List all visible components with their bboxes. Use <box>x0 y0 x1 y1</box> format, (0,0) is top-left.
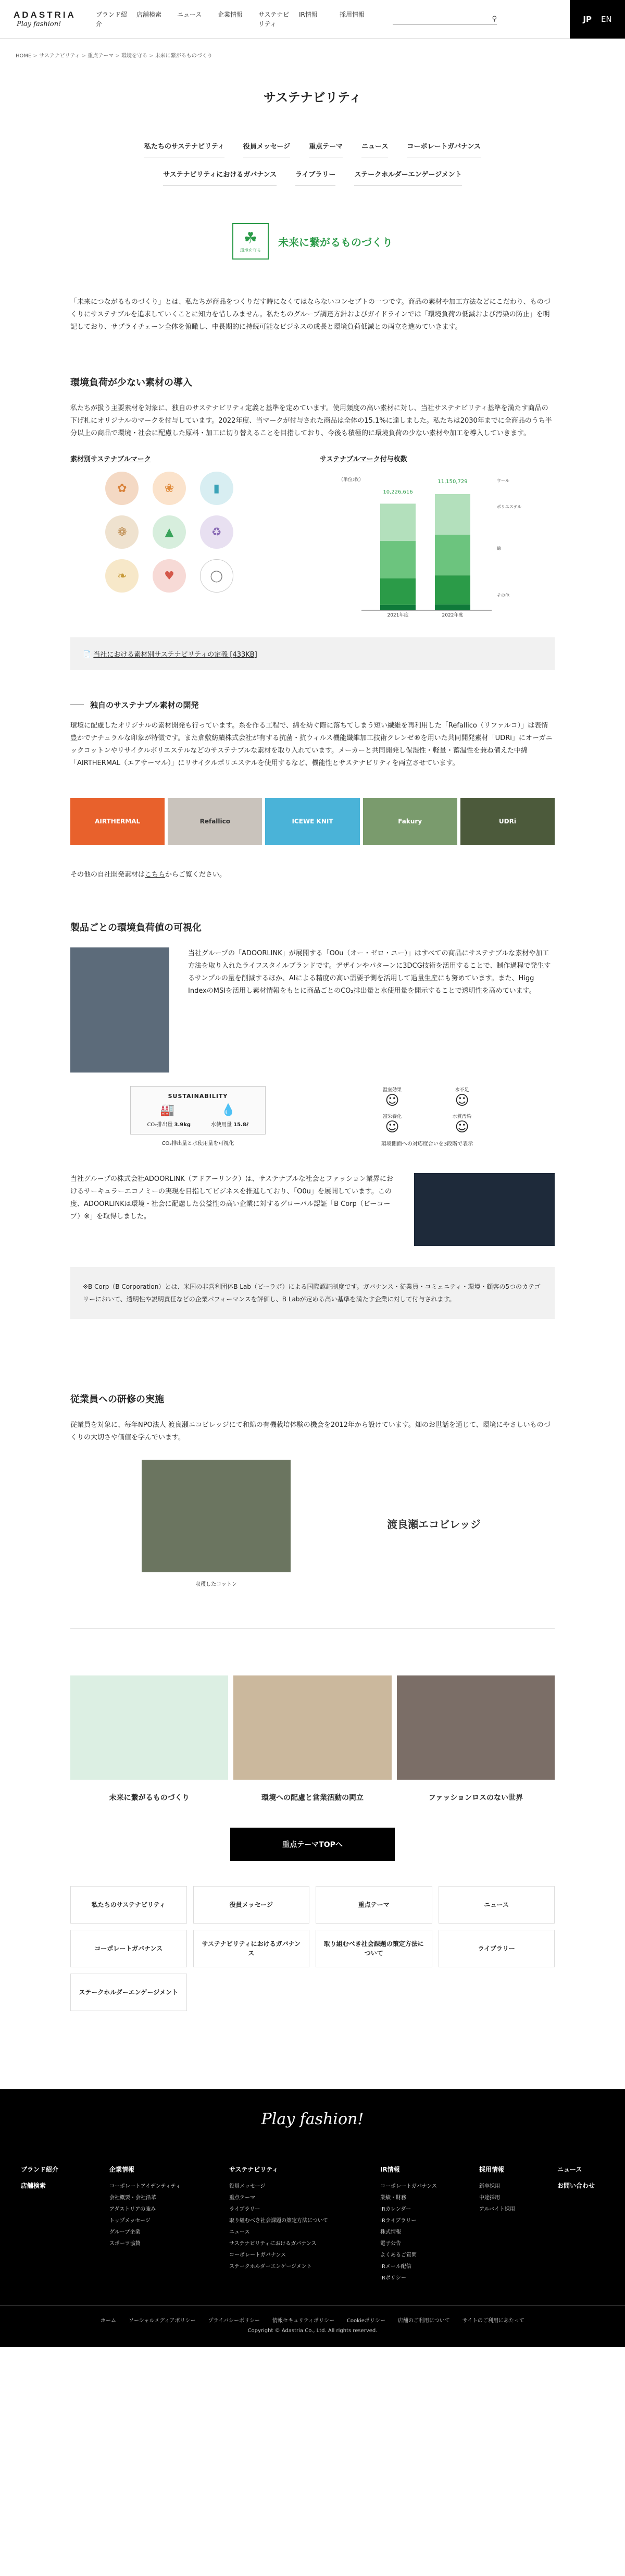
subnav-item[interactable]: コーポレートガバナンス <box>407 138 481 157</box>
model-photo <box>70 947 169 1073</box>
logo[interactable] <box>14 10 86 28</box>
footer-heading[interactable]: お問い合わせ <box>557 2182 595 2189</box>
co2-label: CO₂排出量 <box>147 1122 173 1128</box>
chart-tick: 2022年度 <box>442 613 464 618</box>
related-title[interactable]: 未来に繋がるものづくり <box>109 1794 190 1802</box>
theme-icon-caption: 環境を守る <box>240 248 261 253</box>
tile-link[interactable]: サステナビリティにおけるガバナンス <box>193 1930 310 1967</box>
footer-link[interactable]: 会社概要・会社沿革 <box>109 2195 156 2201</box>
language-switch <box>570 0 625 39</box>
bottom-tiles <box>70 1886 555 2011</box>
theme-header <box>182 223 443 260</box>
photo-icewe: ICEWE KNIT <box>265 798 359 845</box>
theme-icon <box>232 223 269 260</box>
sub-nav <box>99 138 526 194</box>
footer-link[interactable]: IRポリシー <box>380 2275 406 2281</box>
brand-tagline: Play fashion! <box>17 20 61 28</box>
footer-link[interactable]: IRカレンダー <box>380 2207 411 2212</box>
marks-title: 素材別サステナブルマーク <box>70 455 151 463</box>
heart-icon: ♥ <box>153 559 186 593</box>
tree-icon: ▲ <box>153 515 186 549</box>
tile-link[interactable]: コーポレートガバナンス <box>70 1930 187 1967</box>
chart-column <box>320 453 555 620</box>
footer-link[interactable]: ソーシャルメディアポリシー <box>128 2318 196 2324</box>
footer-link[interactable]: よくあるご質問 <box>380 2252 417 2258</box>
ecovillage-logo: 渡良瀬エコビレッジ <box>387 1518 481 1531</box>
badge-caption: CO₂排出量と水使用量を可視化 <box>161 1141 234 1147</box>
copyright: Copyright © Adastria Co., Ltd. All rights reserved. <box>247 2328 378 2334</box>
nav-news[interactable]: ニュース <box>177 10 202 18</box>
footer-link[interactable]: ライブラリー <box>229 2207 260 2212</box>
crumb-current: > 未来に繋がるものづくり <box>149 53 213 59</box>
crumb-home[interactable]: HOME <box>16 53 32 59</box>
related-image <box>397 1675 555 1780</box>
face-label: 水質汚染 <box>452 1114 471 1119</box>
footer-link[interactable]: IRライブラリー <box>380 2218 417 2224</box>
bar-segment <box>435 494 470 535</box>
footer-link[interactable]: コーポレートガバナンス <box>380 2184 437 2189</box>
search-icon[interactable]: ⚲ <box>492 15 497 23</box>
footer-link[interactable]: コーポレートアイデンティティ <box>109 2184 181 2189</box>
theme-label: 未来に繋がるものづくり <box>278 236 393 249</box>
legend-polyester: ポリエステル <box>497 504 522 509</box>
related-card[interactable] <box>70 1675 228 1803</box>
photo-udri: UDRi <box>460 798 555 845</box>
lang-en[interactable]: EN <box>601 15 612 24</box>
section-text: 当社グループの「ADOORLINK」が展開する「O0u（オー・ゼロ・ユー）」はすべての商品にサステナブルな素材や加工方法を取り入れたライフスタイルブランドです。デザインやパターンに3DCG技術を活用することで、制作過程で発生するサンプルの量を削減するほか、AIによる精度の高い需要予測を活用して過量生産にも努めています。また、Higg IndexのMSIを活用し素材情報をもとに商品ごとのCO₂排出量と水使用量を開示することで透明性を高めています。 <box>188 950 551 995</box>
footer-link[interactable]: プライバシーポリシー <box>208 2318 260 2324</box>
footer-link[interactable]: コーポレートガバナンス <box>229 2252 286 2258</box>
footer-link[interactable]: サイトのご利用にあたって <box>462 2318 525 2324</box>
footer-links <box>0 2316 625 2324</box>
subnav-item[interactable]: ステークホルダーエンゲージメント <box>354 166 461 186</box>
bcorp-note: ※B Corp（B Corporation）とは、米国の非営利団体B Lab（ビーラボ）による国際認証制度です。ガバナンス・従業員・コミュニティ・環境・顧客の5つのカテゴリーにおいて、透明性や説明責任などの企業パフォーマンスを評価し、B Labが定める高い基準を満たす企業に対して付与されます。 <box>70 1267 555 1319</box>
chart-tick: 2021年度 <box>387 613 409 618</box>
smile-icon: ☺ <box>385 1093 399 1108</box>
cotton-photo <box>142 1460 291 1572</box>
footer-heading[interactable]: 採用情報 <box>479 2166 505 2173</box>
smile-icon: ☺ <box>385 1119 399 1135</box>
leaf-mark-icon: ❧ <box>105 559 139 593</box>
smile-icon: ☺ <box>455 1119 469 1135</box>
section-text: 当社グループの株式会社ADOORLINK（アドアーリンク）は、サステナブルな社会とファッション業界におけるサーキュラーエコノミーの実現を目指してビジネスを推進しており、「O0u」を展開しています。この度、ADOORLINKは環境・社会に配慮した公益性の高い企業に対するグローバル認証「B Corp（ビーコープ）※」を取得しました。 <box>70 1175 393 1221</box>
bar-segment <box>380 605 416 610</box>
more-text: その他の自社開発素材は <box>70 871 145 879</box>
section-heading: 製品ごとの環境負荷値の可視化 <box>70 922 202 933</box>
total-label: 11,150,729 <box>438 479 468 485</box>
bar-segment <box>380 503 416 541</box>
marks-column <box>70 453 305 620</box>
material-photos <box>70 798 555 845</box>
more-after: からご覧ください。 <box>165 871 227 879</box>
bar-segment <box>380 578 416 605</box>
smile-icon: ☺ <box>455 1093 469 1108</box>
related-image <box>233 1675 391 1780</box>
theme-top-button[interactable]: 重点テーマTOPへ <box>230 1828 395 1861</box>
nav-sustainability[interactable]: サステナビリティ <box>258 10 290 28</box>
subsection-text: 環境に配慮したオリジナルの素材開発も行っています。糸を作る工程で、綿を紡ぐ際に落ちてしまう短い繊維を再利用した「Refallico（リファルコ）」は表情豊かでナチュラルな印象が特徴です。また倉敷紡績株式会社が有する抗菌・抗ウィルス機能繊維加工技術クレンゼ®を用いた共同開発素材「UDRi」にオーガニックコットンやリサイクルポリエステルなどのサステナブルな素材を取り入れています。メーカーと共同開発し保湿性・軽量・蓄温性を兼ね備えた中綿「AIRTHERMAL（エアサーマル）」にリサイクルポリエステルを使用するなど、機能性とサステナビリティを両立させています。 <box>70 722 553 767</box>
section-heading: 従業員への研修の実施 <box>70 1394 164 1405</box>
breadcrumb <box>0 39 625 71</box>
site-footer <box>0 2089 625 2347</box>
impact-faces <box>359 1086 495 1147</box>
footer-link[interactable]: 役員メッセージ <box>229 2184 266 2189</box>
legend-cotton: 綿 <box>497 546 501 551</box>
face-label: 温室効果 <box>382 1088 402 1093</box>
tile-link[interactable]: 私たちのサステナビリティ <box>70 1886 187 1924</box>
footer-link[interactable]: アダストリアの強み <box>109 2207 156 2212</box>
footer-link[interactable]: 電子公告 <box>380 2241 401 2247</box>
face-label: 富栄養化 <box>382 1114 402 1119</box>
bar-segment <box>435 575 470 605</box>
footer-heading[interactable]: IR情報 <box>380 2166 400 2173</box>
tile-link[interactable]: 役員メッセージ <box>193 1886 310 1924</box>
tile-link[interactable]: ステークホルダーエンゲージメント <box>70 1974 187 2011</box>
material-marks <box>102 472 237 593</box>
footer-link[interactable]: 取り組むべき社会課題の策定方法について <box>229 2218 328 2224</box>
bar-segment <box>435 605 470 610</box>
footer-link[interactable]: サステナビリティにおけるガバナンス <box>229 2241 317 2247</box>
footer-link[interactable]: 中途採用 <box>479 2195 500 2201</box>
subnav-item[interactable]: 役員メッセージ <box>243 138 290 157</box>
footer-link[interactable]: 店舗のご利用について <box>397 2318 450 2324</box>
photo-refallico: Refallico <box>168 798 262 845</box>
related-card[interactable] <box>397 1675 555 1803</box>
legend-wool: ウール <box>497 478 509 483</box>
fiber-icon: ❁ <box>105 515 139 549</box>
chart-ylabel: （単位:枚） <box>339 477 364 483</box>
wool-icon: ✿ <box>105 472 139 505</box>
footer-heading[interactable]: サステナビリティ <box>229 2166 279 2173</box>
bottle-icon: ▮ <box>200 472 233 505</box>
nav-recruit[interactable]: 採用情報 <box>340 10 365 18</box>
tile-link[interactable]: 重点テーマ <box>316 1886 432 1924</box>
water-drop-icon: 💧 <box>221 1104 236 1117</box>
footer-link[interactable]: ニュース <box>229 2229 250 2235</box>
footer-link[interactable]: 業績・財務 <box>380 2195 406 2201</box>
nav-brand[interactable]: ブランド紹介 <box>96 10 128 28</box>
subnav-item[interactable]: ライブラリー <box>295 166 335 186</box>
factory-icon: 🏭 <box>160 1104 175 1117</box>
crumb-environment[interactable]: > 環境を守る <box>115 53 147 59</box>
footer-link[interactable]: 新卒採用 <box>479 2184 500 2189</box>
tile-link[interactable]: ニュース <box>439 1886 555 1924</box>
pdf-link[interactable]: 📄 当社における素材別サステナビリティの定義 [433KB] <box>70 637 555 670</box>
nav-ir[interactable]: IR情報 <box>299 10 318 18</box>
bcorp-photo <box>414 1173 555 1246</box>
page-title: サステナビリティ <box>263 90 362 105</box>
related-card[interactable] <box>233 1675 391 1803</box>
recycle-icon: ♻ <box>200 515 233 549</box>
legend-other: その他 <box>497 593 509 598</box>
nav-company[interactable]: 企業情報 <box>218 10 243 18</box>
co2-value: 3.9kg <box>174 1122 191 1128</box>
photo-fakury: Fakury <box>363 798 457 845</box>
footer-link[interactable]: ホーム <box>100 2318 116 2324</box>
footer-heading[interactable]: 企業情報 <box>109 2166 135 2173</box>
bar-segment <box>435 535 470 575</box>
faces-caption: 環境側面への対応度合いを3段階で表示 <box>381 1141 473 1147</box>
sustainable-mark-chart <box>320 472 549 618</box>
footer-link[interactable]: 株式情報 <box>380 2229 401 2235</box>
sustainability-badge <box>130 1086 266 1147</box>
total-label: 10,226,616 <box>383 489 413 495</box>
subnav-item[interactable]: ニュース <box>361 138 388 157</box>
related-image <box>70 1675 228 1780</box>
face-label: 水不足 <box>455 1088 469 1093</box>
pdf-link-label[interactable]: 当社における素材別サステナビリティの定義 [433KB] <box>93 651 257 659</box>
footer-link[interactable]: 情報セキュリティポリシー <box>272 2318 334 2324</box>
more-link[interactable]: こちら <box>145 871 166 879</box>
footer-link[interactable]: トップメッセージ <box>109 2218 151 2224</box>
chart-title: サステナブルマーク付与枚数 <box>320 455 407 463</box>
cotton-icon: ❀ <box>153 472 186 505</box>
site-header <box>0 0 625 39</box>
subsection-heading: 独自のサステナブル素材の開発 <box>70 699 555 710</box>
footer-link[interactable]: Cookieポリシー <box>346 2318 385 2324</box>
related-title[interactable]: 環境への配慮と営業活動の両立 <box>261 1794 364 1802</box>
footer-link[interactable]: グループ企業 <box>109 2229 141 2235</box>
leaf-icon: ☘ <box>243 229 258 248</box>
section-heading: 環境負荷が少ない素材の導入 <box>70 377 192 388</box>
footer-heading[interactable]: ニュース <box>557 2166 582 2173</box>
footer-link[interactable]: ステークホルダーエンゲージメント <box>229 2264 312 2270</box>
seal-icon: ◯ <box>200 559 233 593</box>
brand-name: ADASTRIA <box>14 10 76 20</box>
tile-link[interactable]: ライブラリー <box>439 1930 555 1967</box>
footer-link[interactable]: IRメール配信 <box>380 2264 411 2270</box>
footer-link[interactable]: スポーツ協賛 <box>109 2241 141 2247</box>
crumb-theme[interactable]: > 重点テーマ <box>82 53 114 59</box>
lang-jp[interactable]: JP <box>583 15 592 24</box>
section-text: 私たちが扱う主要素材を対象に、独自のサステナビリティ定義と基準を定めています。使用頻度の高い素材に対し、当社サステナビリティ基準を満たす商品の下げ札にオリジナルのマークを付与しています。2022年度、当マークが付与された商品は全体の15.1%に達しました。私たちは2030年までに全商品のうち半分以上の商品で環境・社会に配慮した原料・加工に切り替えることを目指しており、今後も積極的に環境負荷の少ない素材や加工を導入していきます。 <box>70 404 552 437</box>
more-materials <box>70 869 555 879</box>
related-themes <box>70 1675 555 1803</box>
bar-segment <box>380 541 416 578</box>
global-nav <box>93 10 377 29</box>
crumb-sustainability[interactable]: > サステナビリティ <box>33 53 80 59</box>
water-label: 水使用量 <box>210 1122 232 1128</box>
related-title[interactable]: ファッションロスのない世界 <box>428 1794 523 1802</box>
subnav-item[interactable]: 重点テーマ <box>309 138 343 157</box>
section-text: 従業員を対象に、毎年NPO法人 渡良瀬エコビレッジにて和綿の有機栽培体験の機会を2012年から設けています。畑のお世話を通じて、環境にやさしいものづくりの大切さや価値を学んでいます。 <box>70 1421 551 1441</box>
subnav-item[interactable]: サステナビリティにおけるガバナンス <box>163 166 277 186</box>
tile-link[interactable]: 取り組むべき社会課題の策定方法について <box>316 1930 432 1967</box>
water-value: 15.8ℓ <box>233 1122 249 1128</box>
footer-logo[interactable]: Play fashion! <box>261 2110 364 2128</box>
badge-title: SUSTAINABILITY <box>168 1093 228 1100</box>
intro-text: 「未来につながるものづくり」とは、私たちが商品をつくりだす時になくてはならないコンセプトの一つです。商品の素材や加工方法などにこだわり、ものづくりにサステナブルを追求していくことに知力を惜しみません。私たちのグループ調達方針およびガイドラインでは「環境負荷の低減および汚染の防止」を明記しており、サプライチェーン全体を俯瞰し、中長期的に持続可能なビジネスの成長と環境負荷低減との両立を進めていきます。 <box>70 298 551 331</box>
subnav-item[interactable]: 私たちのサステナビリティ <box>144 138 224 157</box>
footer-link[interactable]: 重点テーマ <box>229 2195 255 2201</box>
photo-airthermal: AIRTHERMAL <box>70 798 165 845</box>
cotton-caption: 収穫したコットン <box>195 1582 237 1587</box>
nav-store[interactable]: 店舗検索 <box>136 10 162 18</box>
footer-link[interactable]: アルバイト採用 <box>479 2207 515 2212</box>
search-input[interactable] <box>393 14 497 25</box>
footer-heading[interactable]: ブランド紹介 <box>21 2166 59 2173</box>
footer-heading[interactable]: 店舗検索 <box>21 2182 46 2189</box>
